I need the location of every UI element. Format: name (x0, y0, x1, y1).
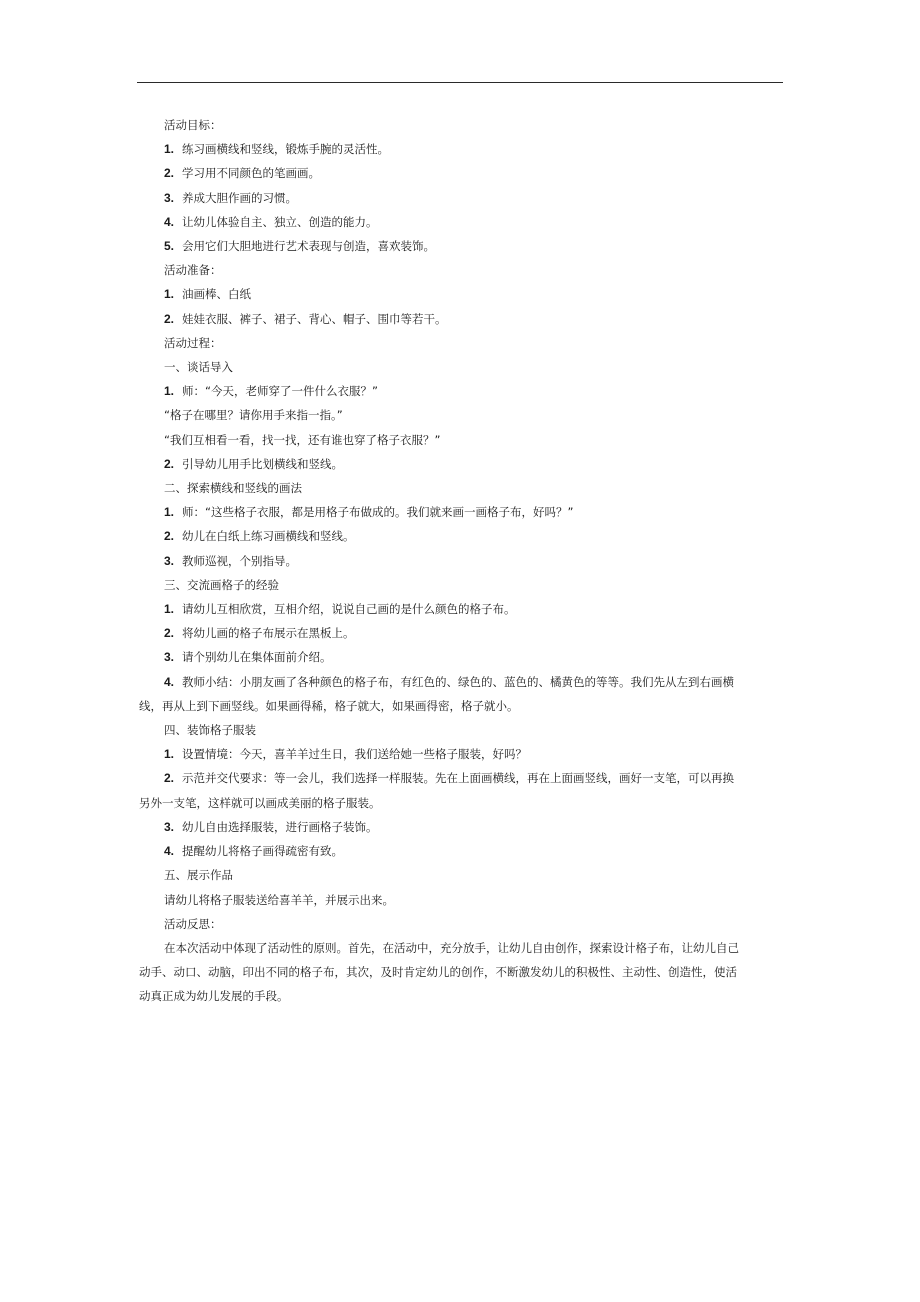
item-number: 2. (164, 771, 175, 786)
item-number: 4. (164, 674, 175, 689)
process-item (139, 670, 783, 694)
item-number: 4. (164, 844, 175, 859)
heading-process: 活动过程： (164, 335, 222, 350)
process-item (139, 549, 783, 573)
item-text: 教师巡视，个别指导。 (182, 553, 297, 568)
process-item (139, 452, 783, 476)
item-number: 1. (164, 287, 175, 302)
heading-goals: 活动目标： (164, 118, 222, 132)
section-title: 五、展示作品 (164, 868, 233, 883)
item-text: 养成大胆作画的习惯。 (182, 190, 297, 205)
item-number: 1. (164, 747, 175, 762)
quote-line: “我们互相看一看，找一找，还有谁也穿了格子衣服？” (164, 432, 441, 447)
section-text: 请幼儿将格子服装送给喜羊羊，并展示出来。 (164, 892, 394, 907)
section-title: 二、探索横线和竖线的画法 (164, 481, 302, 496)
process-item (139, 742, 783, 766)
item-text: 设置情境：今天，喜羊羊过生日，我们送给她一些格子服装，好吗？ (182, 747, 527, 762)
item-text: 娃娃衣服、裤子、裙子、背心、帽子、围巾等若干。 (182, 311, 447, 326)
header-rule (137, 82, 783, 83)
item-text: 会用它们大胆地进行艺术表现与创造，喜欢装饰。 (182, 239, 435, 254)
item-number: 1. (164, 384, 175, 399)
item-number: 2. (164, 166, 175, 181)
item-number: 1. (164, 602, 175, 617)
item-number: 3. (164, 190, 175, 205)
item-number: 1. (164, 142, 175, 157)
process-item (139, 524, 783, 548)
process-item (139, 839, 783, 863)
continuation-line: 另外一支笔，这样就可以画成美丽的格子服装。 (139, 795, 381, 810)
item-text: 油画棒、白纸 (182, 287, 251, 302)
item-number: 2. (164, 456, 175, 471)
item-number: 2. (164, 311, 175, 326)
reflection-line: 动手、动口、动脑，印出不同的格子布，其次，及时肯定幼儿的创作，不断激发幼儿的积极性、主动性、创造性，使活 (139, 965, 737, 980)
process-item (139, 379, 783, 403)
heading-prep: 活动准备： (164, 263, 222, 278)
item-text: 请幼儿互相欣赏，互相介绍，说说自己画的是什么颜色的格子布。 (182, 602, 516, 617)
item-number: 5. (164, 239, 175, 254)
process-item (139, 766, 783, 790)
continuation-line: 线，再从上到下画竖线。如果画得稀，格子就大，如果画得密，格子就小。 (139, 698, 519, 713)
process-item (139, 597, 783, 621)
item-text: 幼儿自由选择服装，进行画格子装饰。 (182, 819, 378, 834)
reflection-line: 在本次活动中体现了活动性的原则。首先，在活动中，充分放手，让幼儿自由创作，探索设计格子布，让幼儿自己 (164, 940, 739, 955)
item-text: 师：“今天，老师穿了一件什么衣服？” (182, 384, 378, 399)
section-title: 四、装饰格子服装 (164, 723, 256, 738)
heading-reflection: 活动反思： (164, 916, 222, 931)
prep-item (139, 282, 783, 306)
section-title: 一、谈话导入 (164, 360, 233, 375)
item-number: 3. (164, 819, 175, 834)
item-number: 3. (164, 650, 175, 665)
item-number: 2. (164, 626, 175, 641)
goal-item (139, 186, 783, 210)
goal-item (139, 210, 783, 234)
item-text: 师：“这些格子衣服，都是用格子布做成的。我们就来画一画格子布，好吗？” (182, 505, 574, 520)
goal-item (139, 161, 783, 185)
prep-item (139, 307, 783, 331)
goal-item (139, 234, 783, 258)
item-text: 引导幼儿用手比划横线和竖线。 (182, 456, 343, 471)
item-text: 学习用不同颜色的笔画画。 (182, 166, 320, 181)
quote-line: “格子在哪里？请你用手来指一指。” (164, 408, 343, 423)
item-number: 1. (164, 505, 175, 520)
item-text: 请个别幼儿在集体面前介绍。 (182, 650, 332, 665)
item-text: 示范并交代要求：等一会儿，我们选择一样服装。先在上面画横线，再在上面画竖线，画好一支笔，可以再换 (182, 771, 734, 786)
item-text: 提醒幼儿将格子画得疏密有致。 (182, 844, 343, 859)
item-number: 3. (164, 553, 175, 568)
section-title: 三、交流画格子的经验 (164, 577, 279, 592)
item-number: 4. (164, 214, 175, 229)
item-text: 将幼儿画的格子布展示在黑板上。 (182, 626, 355, 641)
item-text: 让幼儿体验自主、独立、创造的能力。 (182, 214, 378, 229)
item-text: 练习画横线和竖线，锻炼手腕的灵活性。 (182, 142, 389, 157)
process-item (139, 815, 783, 839)
item-text: 教师小结：小朋友画了各种颜色的格子布，有红色的、绿色的、蓝色的、橘黄色的等等。我们先从左到右画横 (182, 674, 734, 689)
process-item (139, 645, 783, 669)
item-number: 2. (164, 529, 175, 544)
process-item (139, 621, 783, 645)
process-item (139, 500, 783, 524)
document-body (139, 113, 783, 1009)
item-text: 幼儿在白纸上练习画横线和竖线。 (182, 529, 355, 544)
reflection-line: 动真正成为幼儿发展的手段。 (139, 989, 289, 1004)
goal-item (139, 137, 783, 161)
